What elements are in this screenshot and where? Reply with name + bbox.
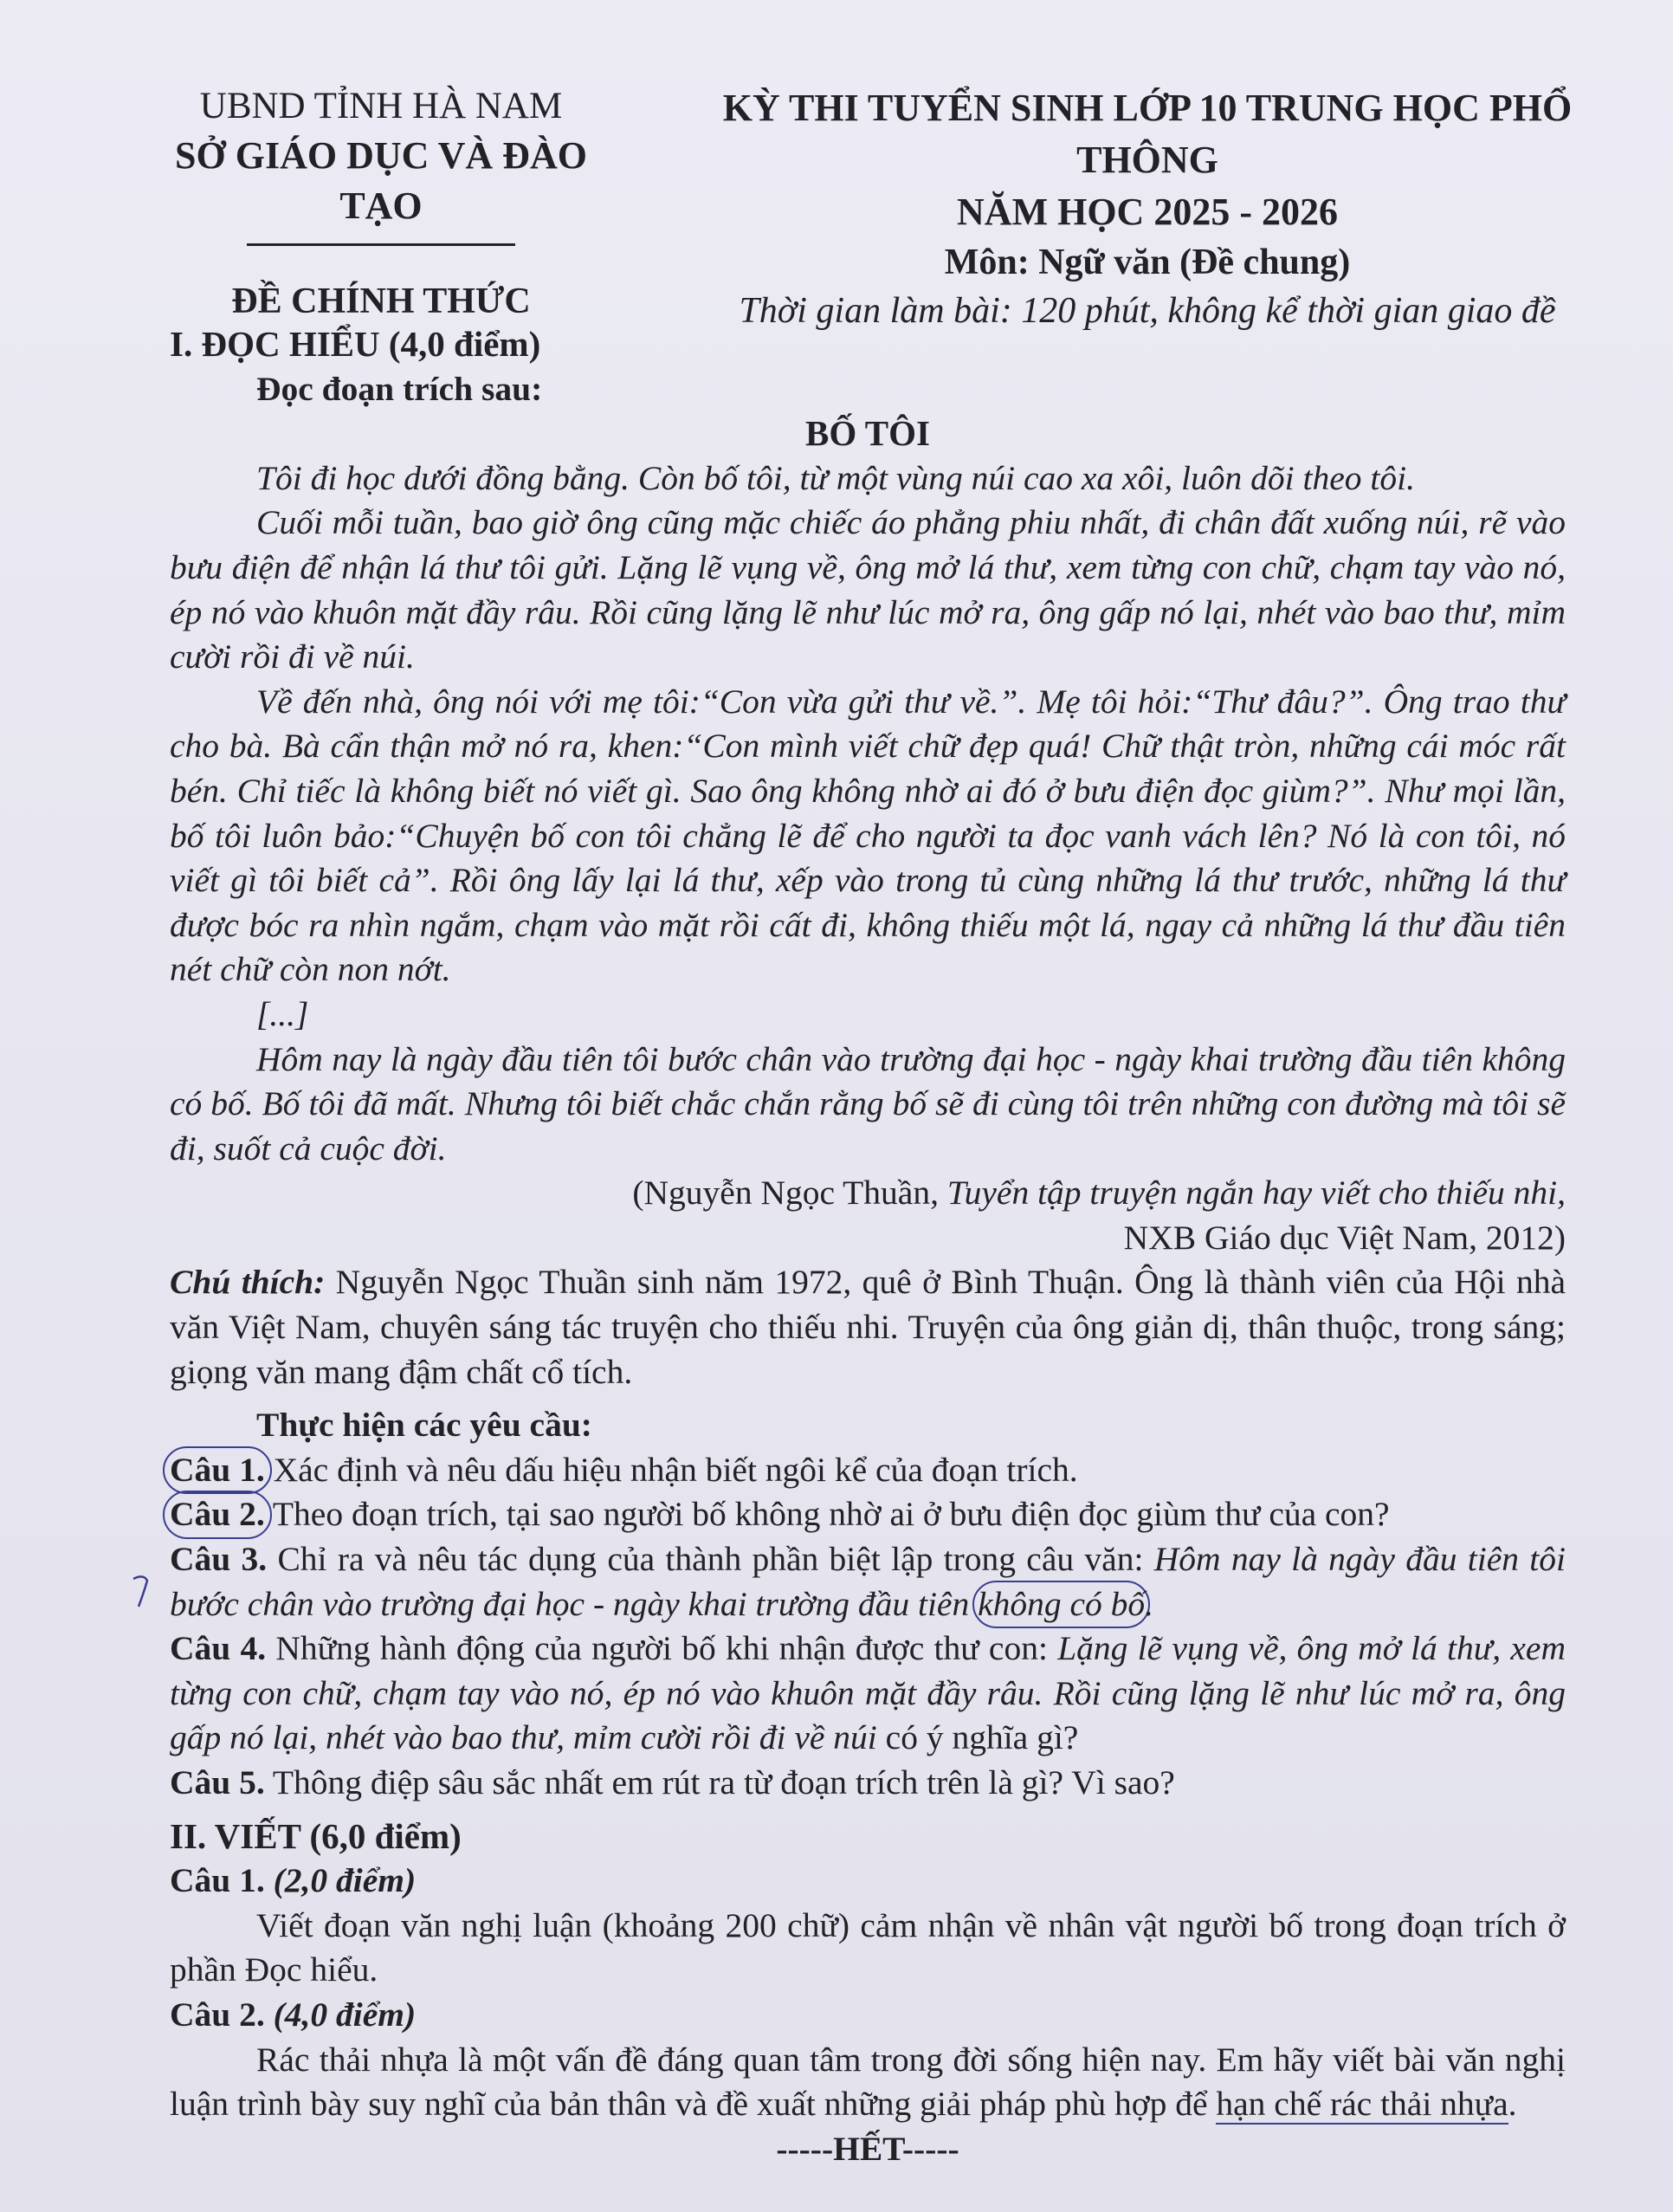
note-label: Chú thích: xyxy=(170,1263,326,1302)
question-4 xyxy=(170,1627,1566,1761)
part2-q2-heading xyxy=(170,1993,1566,2038)
school-year: NĂM HỌC 2025 - 2026 xyxy=(957,191,1338,233)
part1-heading: I. ĐỌC HIỂU (4,0 điểm) xyxy=(170,324,541,364)
question-1 xyxy=(170,1448,1566,1493)
part2-q2-text xyxy=(170,2038,1566,2127)
part1-instruction: Đọc đoạn trích sau: xyxy=(256,369,543,408)
q5-text: Thông điệp sâu sắc nhất em rút ra từ đoạn trích trên là gì? Vì sao? xyxy=(264,1763,1175,1801)
question-5 xyxy=(170,1761,1566,1806)
c2-text-end: . xyxy=(1508,2085,1517,2124)
part2-heading: II. VIẾT (6,0 điểm) xyxy=(170,1815,462,1856)
passage-source xyxy=(170,1171,1566,1216)
c2-underlined-phrase: hạn chế rác thải nhựa xyxy=(1216,2085,1508,2124)
q4-label: Câu 4. xyxy=(170,1629,267,1668)
q3-text: Chỉ ra và nêu tác dụng của thành phần biệt lập trong câu văn: xyxy=(267,1540,1154,1579)
passage-paragraph: Về đến nhà, ông nói với mẹ tôi:“Con vừa gửi thư về.”. Mẹ tôi hỏi:“Thư đâu?”. Ông trao thư cho bà. Bà cẩn thận mở nó ra, khen:“Con mình viết chữ đẹp quá! Chữ thật tròn, những cái móc rất bén. Chỉ tiếc là không biết nó viết gì. Sao ông không nhờ ai đó ở bưu điện đọc giùm?”. Như mọi lần, bố tôi luôn bảo:“Chuyện bố con tôi chẳng lẽ để cho người ta đọc vanh vách lên? Nó là con tôi, nó viết gì tôi biết cả”. Rồi ông lấy lại lá thư, xếp vào trong tủ cùng những lá thư trước, những lá thư được bóc ra nhìn ngắm, chạm vào mặt rồi cất đi, không thiếu một lá, ngay cả những lá thư đầu tiên nét chữ còn non nớt. xyxy=(170,682,1566,989)
time-line: Thời gian làm bài: 120 phút, không kể thời gian giao đề xyxy=(739,291,1556,331)
header-right xyxy=(658,82,1637,335)
end-mark: -----HẾT----- xyxy=(776,2129,959,2168)
exam-body xyxy=(170,322,1566,2171)
q2-label: Câu 2. xyxy=(163,1491,272,1539)
tasks-heading: Thực hiện các yêu cầu: xyxy=(256,1406,592,1445)
question-3 xyxy=(170,1537,1566,1627)
part2-q1-heading xyxy=(170,1859,1566,1904)
exam-title: KỲ THI TUYỂN SINH LỚP 10 TRUNG HỌC PHỔ THÔNG xyxy=(722,87,1573,181)
passage-title: BỐ TÔI xyxy=(805,413,930,454)
c2-text: Rác thải nhựa là một vấn đề đáng quan tâm trong đời sống hiện nay. Em hãy viết bài văn nghị luận trình bày suy nghĩ của bản thân và đề xuất những giải pháp phù hợp để xyxy=(170,2040,1566,2124)
author-note xyxy=(170,1260,1566,1394)
source-book: Tuyển tập truyện ngắn hay viết cho thiếu nhi, xyxy=(946,1174,1566,1213)
q5-label: Câu 5. xyxy=(170,1763,265,1801)
spacer xyxy=(170,1394,1566,1403)
c2-label: Câu 2. xyxy=(170,1995,274,2034)
q1-text: Xác định và nêu dấu hiệu nhận biết ngôi kể của đoạn trích. xyxy=(264,1450,1078,1489)
q1-label: Câu 1. xyxy=(163,1446,272,1495)
c2-points: (4,0 điểm) xyxy=(273,1995,417,2034)
official-label: ĐỀ CHÍNH THỨC xyxy=(231,281,531,321)
q4-tail: có ý nghĩa gì? xyxy=(876,1718,1079,1757)
q3-quote: Hôm nay là ngày đầu tiên tôi bước chân vào trường đại học - ngày khai trường đầu tiên xyxy=(170,1540,1566,1623)
c1-label: Câu 1. xyxy=(170,1861,274,1900)
passage-ellipsis: [...] xyxy=(256,994,309,1033)
header-rule xyxy=(247,243,515,246)
header-left xyxy=(130,82,632,322)
subject-line: Môn: Ngữ văn (Đề chung) xyxy=(944,243,1351,282)
q2-text: Theo đoạn trích, tại sao người bố không nhờ ai ở bưu điện đọc giùm thư của con? xyxy=(264,1495,1390,1534)
q3-circled-phrase: không có bố xyxy=(972,1581,1150,1629)
office-name: SỞ GIÁO DỤC VÀ ĐÀO TẠO xyxy=(175,134,587,227)
spacer xyxy=(170,1806,1566,1814)
q3-label: Câu 3. xyxy=(170,1540,268,1579)
passage-paragraph: Cuối mỗi tuần, bao giờ ông cũng mặc chiếc áo phẳng phiu nhất, đi chân đất xuống núi, rẽ vào bưu điện để nhận lá thư tôi gửi. Lặng lẽ vụng về, ông mở lá thư, xem từng con chữ, chạm tay vào nó, ép nó vào khuôn mặt đầy râu. Rồi cũng lặng lẽ như lúc mở ra, ông gấp nó lại, nhét vào bao thư, mỉm cười rồi đi về núi. xyxy=(170,503,1566,676)
q4-quote: Lặng lẽ vụng về, ông mở lá thư, xem từng con chữ, chạm tay vào nó, ép nó vào khuôn mặt đầy râu. Rồi cũng lặng lẽ như lúc mở ra, ông gấp nó lại, nhét vào bao thư, mỉm cười rồi đi về núi xyxy=(170,1629,1566,1757)
exam-header xyxy=(0,82,1673,331)
question-2 xyxy=(170,1492,1566,1537)
q3-quote-end: . xyxy=(1145,1584,1154,1623)
department-name: UBND TỈNH HÀ NAM xyxy=(199,86,563,126)
part2-q1-text: Viết đoạn văn nghị luận (khoảng 200 chữ) cảm nhận về nhân vật người bố trong đoạn trích ở phần Đọc hiểu. xyxy=(170,1905,1566,1989)
q4-text: Những hành động của người bố khi nhận được thư con: xyxy=(266,1629,1058,1668)
passage-paragraph: Hôm nay là ngày đầu tiên tôi bước chân vào trường đại học - ngày khai trường đầu tiên không có bố. Bố tôi đã mất. Nhưng tôi biết chắc chắn rằng bố sẽ đi cùng tôi trên những con đường mà tôi sẽ đi, suốt cả cuộc đời. xyxy=(170,1039,1566,1167)
source-publisher: NXB Giáo dục Việt Nam, 2012) xyxy=(1123,1218,1566,1257)
handwritten-mark-icon xyxy=(130,1572,156,1615)
note-text: Nguyễn Ngọc Thuần sinh năm 1972, quê ở Bình Thuận. Ông là thành viên của Hội nhà văn Việt Nam, chuyên sáng tác truyện cho thiếu nhi. Truyện của ông giản dị, thân thuộc, trong sáng; giọng văn mang đậm chất cổ tích. xyxy=(170,1263,1566,1391)
passage-paragraph: Tôi đi học dưới đồng bằng. Còn bố tôi, từ một vùng núi cao xa xôi, luôn dõi theo tôi. xyxy=(256,458,1415,497)
c1-points: (2,0 điểm) xyxy=(273,1861,417,1900)
source-author: (Nguyễn Ngọc Thuần, xyxy=(632,1174,947,1213)
